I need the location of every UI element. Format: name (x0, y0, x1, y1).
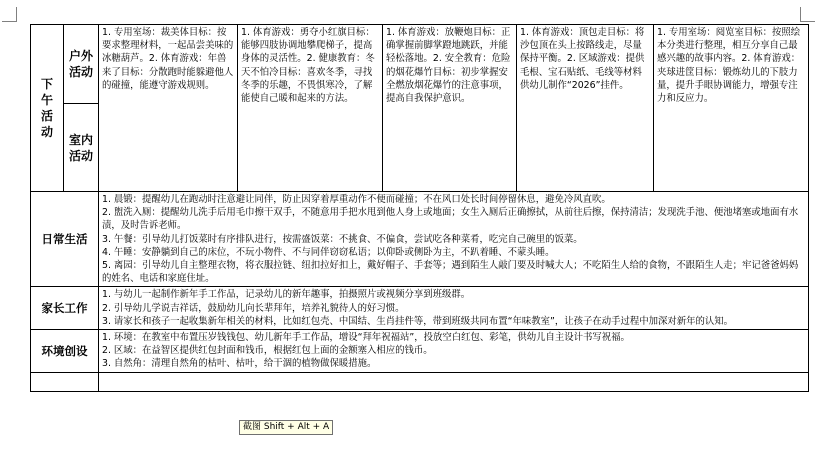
afternoon-cell-1 (99, 25, 238, 192)
weekly-plan-table (30, 24, 809, 392)
outdoor-activity-header (64, 25, 99, 104)
environment-item: 2. 区域：在益智区提供红包封面和钱币，根据红包上面的金额塞入相应的钱币。 (102, 345, 433, 357)
afternoon-cell-4-text: 1. 体育游戏：顶包走目标：将沙包顶在头上按路线走，尽量保持平衡。2. 区域游戏：提供毛根、宝石贴纸、毛线等材料供幼儿制作“2026”挂件。 (520, 27, 645, 91)
environment-item: 3. 自然角：清理自然角的枯叶、枯叶，给干涸的植物做保暖措施。 (102, 358, 377, 370)
daily-life-item: 4. 午睡：安静躺到自己的床位，不玩小物件、不与同伴窃窃私语；以仰卧或侧卧为主，不趴着睡、不蒙头睡。 (102, 246, 555, 258)
daily-life-item: 5. 离园：引导幼儿自主整理衣物，将衣服拉链、纽扣拉好扣上，戴好帽子、手套等；遇到陌生人敲门要及时喊大人；不吃陌生人给的食物，不跟陌生人走；牢记爸爸妈妈的姓名、电话和家庭住址。 (102, 260, 799, 285)
screenshot-shortcut-tooltip: 截图 Shift + Alt + A (239, 420, 333, 435)
daily-life-content (99, 192, 809, 287)
blank-row (31, 372, 809, 391)
indoor-activity-label: 室内活动 (68, 132, 93, 163)
daily-life-item: 1. 晨锻：提醒幼儿在跑动时注意避让同伴，防止因穿着厚重动作不便而碰撞；不在风口处长时间停留休息，避免冷风直吹。 (102, 194, 611, 205)
indoor-activity-header (64, 104, 99, 192)
parent-work-header (31, 287, 99, 330)
afternoon-cell-5 (654, 25, 809, 192)
parent-work-item: 3. 请家长和孩子一起收集新年相关的材料，比如红包壳、中国结、生肖挂件等，带到班级共同布置“年味教室”，让孩子在动手过程中加深对新年的认知。 (102, 315, 734, 327)
daily-life-header (31, 192, 99, 287)
environment-row (31, 330, 809, 373)
daily-life-row (31, 192, 809, 287)
afternoon-activity-header (31, 25, 64, 192)
blank-row-header (31, 372, 99, 391)
parent-work-content (99, 287, 809, 330)
daily-life-item: 2. 盥洗入厕：提醒幼儿洗手后用毛巾擦干双手，不随意用手把水甩到他人身上或地面；女生入厕后正确擦拭，从前往后擦，保持清洁；发现洗手池、便池堵塞或地面有水渍，及时告诉老师。 (102, 207, 799, 232)
parent-work-item: 2. 引导幼儿学说吉祥话，鼓励幼儿向长辈拜年，培养礼貌待人的好习惯。 (102, 302, 405, 314)
afternoon-cell-3-text: 1. 体育游戏：放鞭炮目标：正确掌握前脚掌蹬地跳跃，并能轻松落地。2. 安全教育：危险的烟花爆竹目标：初步掌握安全燃放烟花爆竹的注意事项，提高自我保护意识。 (386, 27, 511, 105)
afternoon-cell-3 (383, 25, 517, 192)
parent-work-label: 家长工作 (41, 301, 88, 316)
outdoor-activity-label: 户外活动 (68, 49, 93, 80)
afternoon-cell-1-text: 1. 专用室场：裁美体目标：按要求整理材料，一起品尝美味的冰糖葫芦。2. 体育游戏：年兽来了目标：分散跑时能躲避他人的碰撞，能遵守游戏规则。 (102, 27, 234, 91)
environment-item: 1. 环境：在教室中布置压岁钱钱包、幼儿新年手工作品，增设“拜年祝福站”，投放空白红包、彩笔，供幼儿自主设计书写祝福。 (102, 332, 630, 344)
environment-label: 环境创设 (41, 343, 88, 358)
afternoon-activity-label: 下午活动 (40, 77, 53, 139)
afternoon-cell-2-text: 1. 体育游戏：勇夺小红旗目标：能够四肢协调地攀爬梯子，提高身体的灵活性。2. 健康教育：冬天不怕冷目标：喜欢冬季，寻找冬季的乐趣，不畏惧寒冷，了解能使自己暖和起来的方法。 (241, 27, 375, 105)
afternoon-cell-4 (517, 25, 654, 192)
daily-life-label: 日常生活 (41, 232, 88, 247)
page-corner-mark-left (2, 7, 17, 22)
parent-work-item: 1. 与幼儿一起制作新年手工作品，记录幼儿的新年趣事，拍摄照片或视频分享到班级群。 (102, 289, 471, 301)
daily-life-item: 3. 午餐：引导幼儿打饭菜时有序排队进行，按需盛饭菜：不挑食、不偏食，尝试吃各种菜肴，吃完自己碗里的饭菜。 (102, 233, 583, 245)
parent-work-row (31, 287, 809, 330)
afternoon-cell-2 (238, 25, 383, 192)
environment-header (31, 330, 99, 373)
blank-row-content (99, 372, 809, 391)
afternoon-cell-5-text: 1. 专用室场：阅览室目标：按照绘本分类进行整理，相互分享自己最感兴趣的故事内容。2. 体育游戏：夹球进筐目标：锻炼幼儿的下肢力量，提升手眼协调能力，增强专注力和反应力。 (657, 27, 801, 105)
afternoon-row (31, 25, 809, 104)
environment-content (99, 330, 809, 373)
page-corner-mark-right (800, 7, 815, 22)
